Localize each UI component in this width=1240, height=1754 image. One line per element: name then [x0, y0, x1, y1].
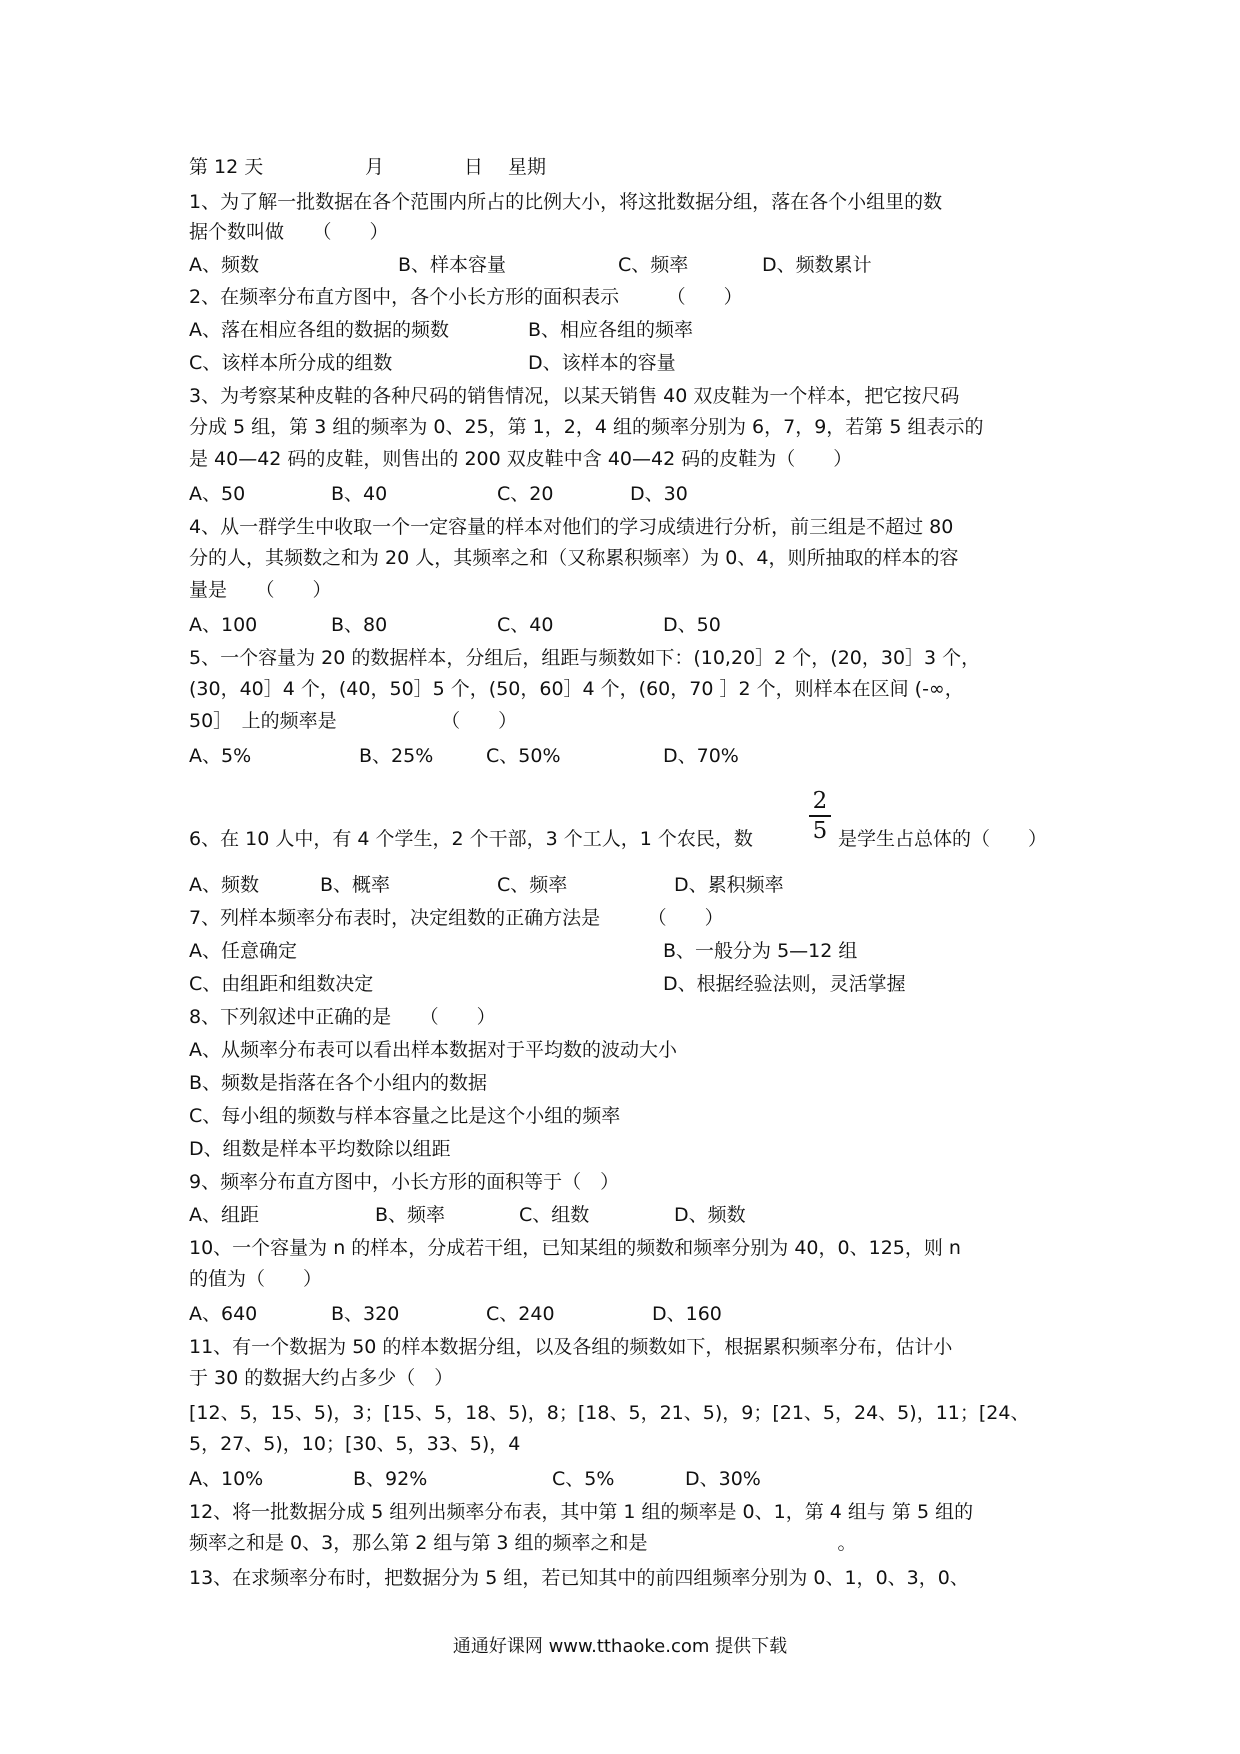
text-segment: 12、将一批数据分成 5 组列出频率分布表，其中第 1 组的频率是 0、1，第 4 组与 第 5 组的: [189, 1501, 974, 1523]
text-segment: B、频率: [375, 1204, 446, 1226]
text-segment: C、该样本所分成的组数: [189, 352, 393, 374]
fraction-denominator: 5: [812, 818, 828, 844]
text-segment: 频率之和是 0、3，那么第 2 组与第 3 组的频率之和是 。: [189, 1532, 857, 1554]
text-segment: 50］ 上的频率是 （ ）: [189, 710, 518, 732]
text-segment: B、80: [331, 614, 388, 636]
text-segment: A、频数: [189, 254, 259, 276]
text-segment: C、50%: [486, 745, 561, 767]
text-segment: B、320: [331, 1303, 400, 1325]
text-segment: A、落在相应各组的数据的频数: [189, 319, 449, 341]
text-segment: 的值为（ ）: [189, 1268, 323, 1290]
text-segment: C、频率: [618, 254, 689, 276]
text-segment: D、30: [630, 483, 688, 505]
text-segment: C、每小组的频数与样本容量之比是这个小组的频率: [189, 1105, 621, 1127]
text-segment: B、概率: [320, 874, 391, 896]
text-segment: D、频数: [674, 1204, 746, 1226]
header-month: 月: [365, 156, 385, 178]
text-segment: D、50: [663, 614, 721, 636]
text-segment: 量是 （ ）: [189, 579, 332, 601]
text-segment: A、5%: [189, 745, 252, 767]
fraction-two-fifths: [808, 788, 832, 844]
text-segment: 4、从一群学生中收取一个一定容量的样本对他们的学习成绩进行分析，前三组是不超过 80: [189, 516, 954, 538]
text-segment: 是 40—42 码的皮鞋，则售出的 200 双皮鞋中含 40—42 码的皮鞋为（ ）: [189, 448, 853, 470]
text-segment: C、由组距和组数决定: [189, 973, 374, 995]
text-segment: D、160: [652, 1303, 722, 1325]
text-segment: 13、在求频率分布时，把数据分为 5 组，若已知其中的前四组频率分别为 0、1，0、3，0、: [189, 1567, 969, 1589]
text-segment: 5、一个容量为 20 的数据样本，分组后，组距与频数如下：(10,20］2 个，(20，30］3 个，: [189, 647, 981, 669]
text-segment: C、组数: [519, 1204, 590, 1226]
text-segment: B、25%: [359, 745, 434, 767]
text-segment: 分的人，其频数之和为 20 人，其频率之和（又称累积频率）为 0、4，则所抽取的样本的容: [189, 547, 959, 569]
text-segment: 2、在频率分布直方图中，各个小长方形的面积表示 （ ）: [189, 286, 743, 308]
text-segment: D、根据经验法则，灵活掌握: [663, 973, 906, 995]
text-segment: B、相应各组的频率: [528, 319, 694, 341]
header-day: 第 12 天: [189, 156, 264, 178]
text-segment: D、累积频率: [674, 874, 784, 896]
text-segment: A、50: [189, 483, 246, 505]
text-segment: A、从频率分布表可以看出样本数据对于平均数的波动大小: [189, 1039, 677, 1061]
text-segment: B、40: [331, 483, 388, 505]
text-segment: C、频率: [497, 874, 568, 896]
text-segment: 5，27、5)，10；[30、5，33、5)，4: [189, 1433, 521, 1455]
text-segment: D、频数累计: [762, 254, 872, 276]
fraction-numerator: 2: [812, 788, 828, 814]
text-segment: 7、列样本频率分布表时，决定组数的正确方法是 （ ）: [189, 907, 724, 929]
text-segment: A、频数: [189, 874, 259, 896]
text-segment: 分成 5 组，第 3 组的频率为 0、25，第 1，2，4 组的频率分别为 6，7，9，若第 5 组表示的: [189, 416, 984, 438]
text-segment: 据个数叫做 （ ）: [189, 221, 389, 243]
footer-credit: 通通好课网 www.tthaoke.com 提供下载: [452, 1636, 788, 1657]
fraction-bar: [809, 815, 831, 817]
text-segment: 11、有一个数据为 50 的样本数据分组，以及各组的频数如下，根据累积频率分布，估计小: [189, 1336, 953, 1358]
text-segment: (30，40］4 个，(40，50］5 个，(50，60］4 个，(60，70 ］2 个，则样本在区间 (-∞，: [189, 678, 964, 700]
text-segment: C、240: [486, 1303, 555, 1325]
text-segment: A、640: [189, 1303, 258, 1325]
text-segment: 6、在 10 人中，有 4 个学生，2 个干部，3 个工人，1 个农民，数: [189, 828, 753, 850]
text-segment: D、30%: [685, 1468, 761, 1490]
text-segment: B、92%: [353, 1468, 428, 1490]
text-segment: 3、为考察某种皮鞋的各种尺码的销售情况，以某天销售 40 双皮鞋为一个样本，把它按尺码: [189, 385, 960, 407]
text-segment: C、20: [497, 483, 554, 505]
text-segment: 1、为了解一批数据在各个范围内所占的比例大小，将这批数据分组，落在各个小组里的数: [189, 191, 943, 213]
text-segment: A、100: [189, 614, 258, 636]
text-segment: 是学生占总体的（ ）: [838, 828, 1048, 850]
header-weekday: 星期: [508, 156, 547, 178]
text-segment: D、组数是样本平均数除以组距: [189, 1138, 451, 1160]
text-segment: 10、一个容量为 n 的样本，分成若干组，已知某组的频数和频率分别为 40，0、125，则 n: [189, 1237, 961, 1259]
text-segment: D、70%: [663, 745, 739, 767]
text-segment: C、5%: [552, 1468, 615, 1490]
text-segment: A、组距: [189, 1204, 259, 1226]
text-segment: [12、5，15、5)，3；[15、5，18、5)，8；[18、5，21、5)，9；[21、5，24、5)，11；[24、: [189, 1402, 1030, 1424]
text-segment: 于 30 的数据大约占多少（ ）: [189, 1367, 454, 1389]
text-segment: A、10%: [189, 1468, 264, 1490]
text-segment: 8、下列叙述中正确的是 （ ）: [189, 1006, 496, 1028]
text-segment: A、任意确定: [189, 940, 297, 962]
text-segment: B、样本容量: [398, 254, 507, 276]
text-segment: D、该样本的容量: [528, 352, 676, 374]
text-segment: B、频数是指落在各个小组内的数据: [189, 1072, 488, 1094]
text-segment: C、40: [497, 614, 554, 636]
text-segment: B、一般分为 5—12 组: [663, 940, 858, 962]
text-segment: 9、频率分布直方图中，小长方形的面积等于（ ）: [189, 1171, 620, 1193]
header-date: 日: [464, 156, 484, 178]
